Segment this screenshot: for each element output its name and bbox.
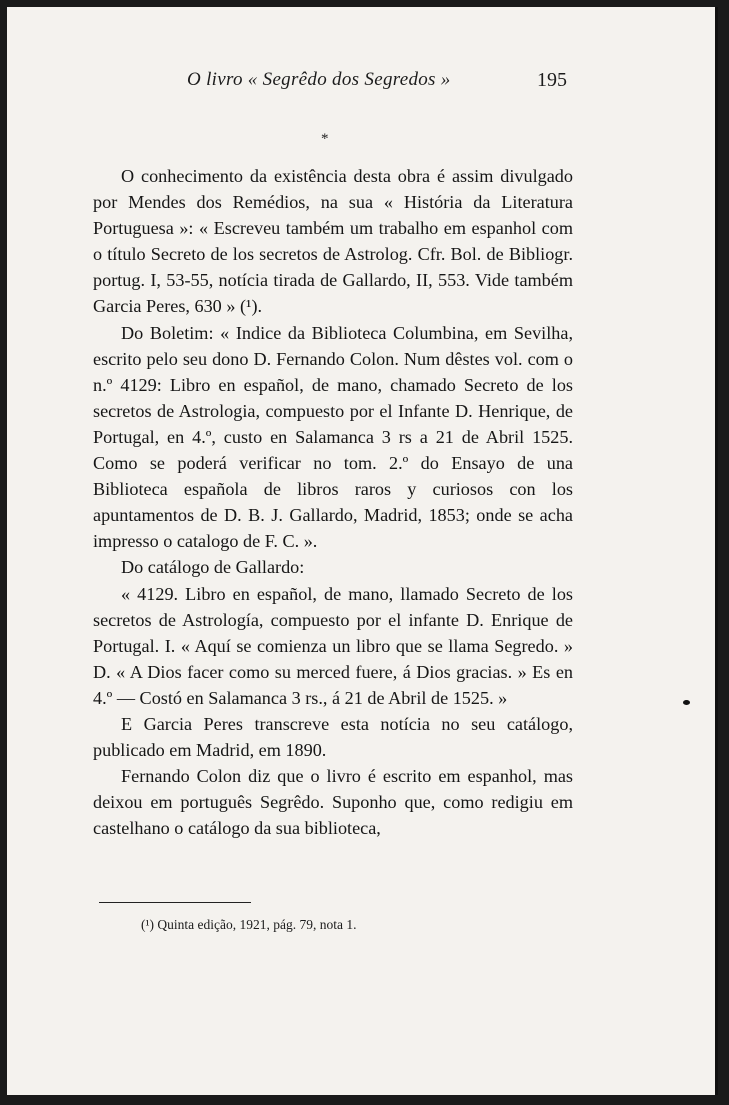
page-header <box>7 69 715 99</box>
footnote-rule <box>99 902 251 903</box>
footnote: (¹) Quinta edição, 1921, pág. 79, nota 1. <box>141 917 357 932</box>
paragraph-4-quote: « 4129. Libro en español, de mano, llamado Secreto de los secretos de Astrología, compuesto por el infante D. Enrique de Portugal. I. « Aquí se comienza un libro que se llama Segredo. » D. « A Dios facer como su merced fuere, á Dios gracias. » Es en 4.º — Costó en Salamanca 3 rs., á 21 de Abril de 1525. » <box>93 583 573 708</box>
paragraph-3: Do catálogo de Gallardo: <box>121 557 305 578</box>
running-title: O livro « Segrêdo dos Segredos » <box>187 69 451 90</box>
paragraph-1: O conhecimento da existência desta obra é assim divulgado por Mendes dos Remédios, na sua « História da Literatura Portuguesa »: « Escreveu também um trabalho em espanhol com o título Secreto de los secretos de Astrolog. Cfr. Bol. de Bibliogr. portug. I, 53-55, notícia tirada de Gallardo, II, 553. Vide também Garcia Peres, 630 » (¹). <box>93 166 573 317</box>
book-page <box>7 7 718 1095</box>
body-text <box>93 163 573 841</box>
section-separator: * <box>321 131 329 147</box>
page-number: 195 <box>537 69 567 91</box>
paragraph-5: E Garcia Peres transcreve esta notícia no seu catálogo, publicado em Madrid, em 1890. <box>93 713 573 761</box>
paragraph-6: Fernando Colon diz que o livro é escrito em espanhol, mas deixou em português Segrêdo. Suponho que, como redigiu em castelhano o catálogo da sua biblioteca, <box>93 766 573 839</box>
ink-speck <box>683 700 690 705</box>
paragraph-2: Do Boletim: « Indice da Biblioteca Columbina, em Sevilha, escrito pelo seu dono D. Fernando Colon. Num dêstes vol. com o n.º 4129: Libro en español, de mano, chamado Secreto de los secretos de Astrologia, compuesto por el Infante D. Henrique, de Portugal, en 4.º, custo en Salamanca 3 rs a 21 de Abril 1525. Como se poderá verificar no tom. 2.º do Ensayo de una Biblioteca española de libros raros y curiosos con los apuntamentos de D. B. J. Gallardo, Madrid, 1853; onde se acha impresso o catalogo de F. C. ». <box>93 322 573 552</box>
